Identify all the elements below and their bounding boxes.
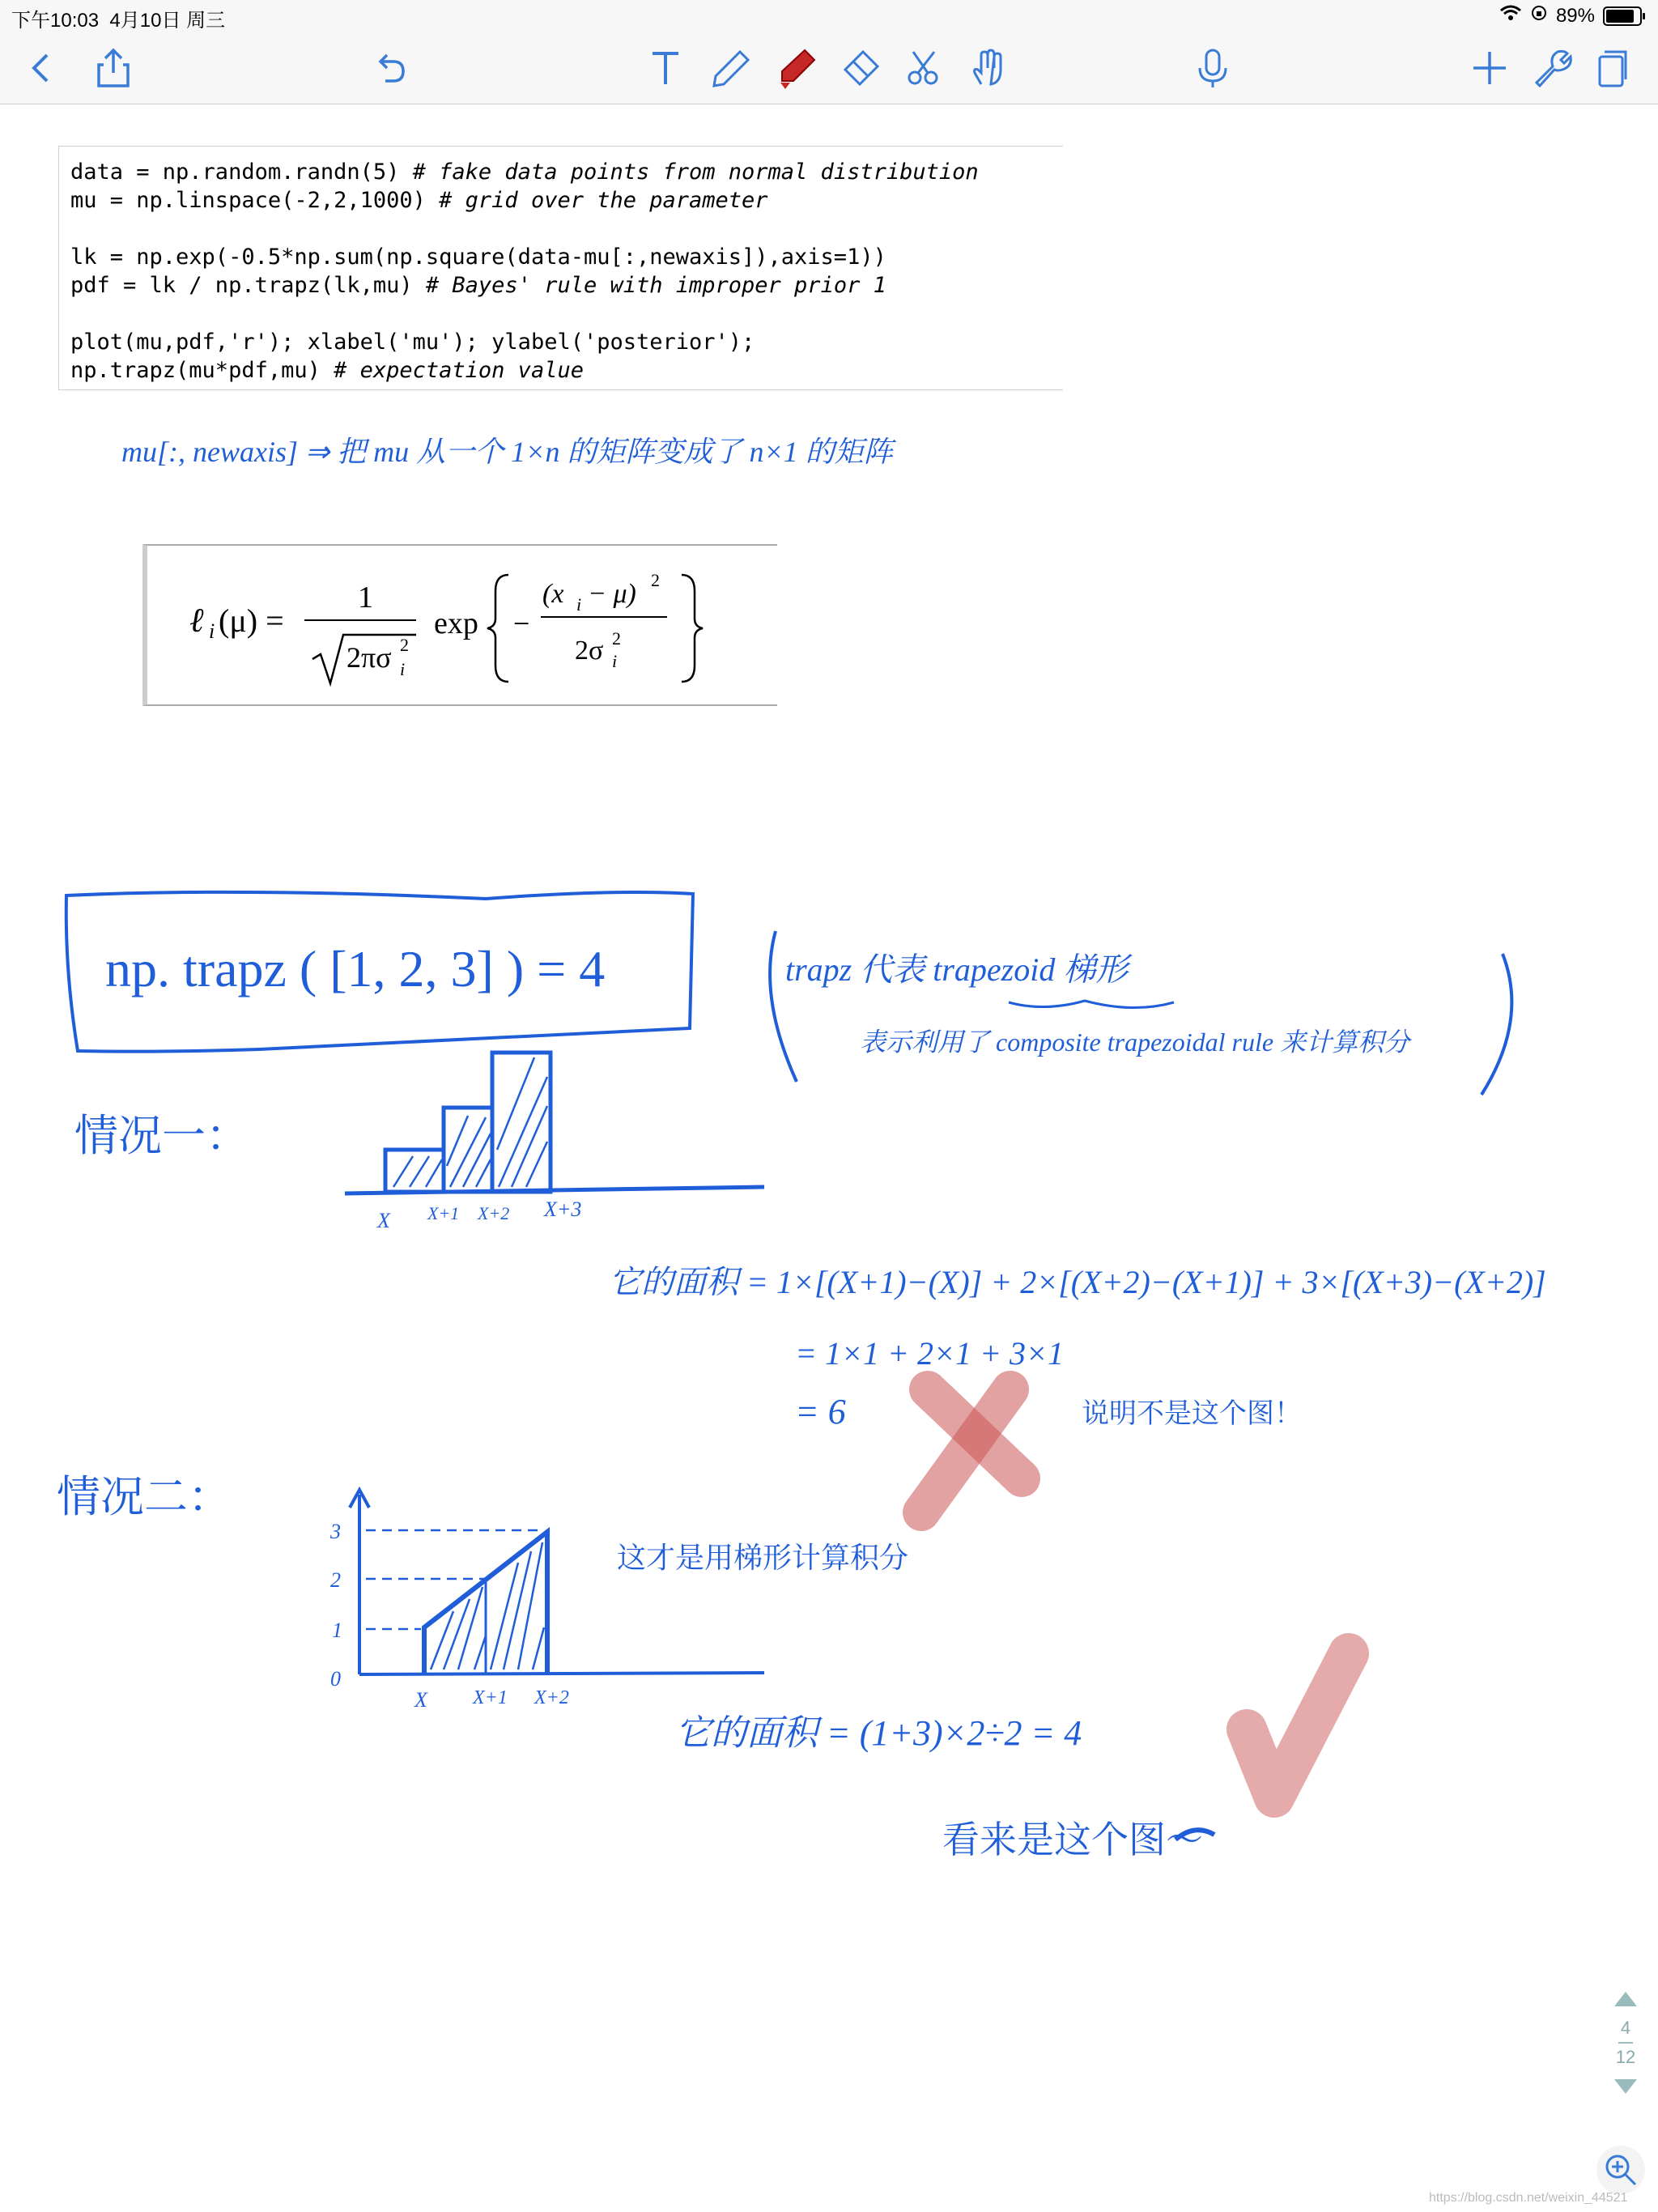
case1-title: 情况一： [74, 1112, 249, 1160]
formula-lhs-sub: i [209, 619, 215, 643]
battery-icon [1603, 6, 1642, 26]
zoom-button[interactable] [1596, 2146, 1645, 2194]
formula-numerator: 1 [358, 581, 373, 615]
formula-lhs: ℓ [189, 602, 204, 640]
status-time: 下午10:03 4月10日 周三 [11, 10, 226, 32]
wrench-icon[interactable] [1527, 44, 1575, 92]
page-up-icon[interactable] [1614, 1992, 1637, 2006]
lasso-icon[interactable] [900, 44, 949, 92]
case1-tick: X+1 [427, 1203, 460, 1223]
case2-xtick: X+2 [534, 1687, 569, 1708]
case2-xtick: X [414, 1688, 427, 1712]
wifi-icon [1499, 4, 1522, 28]
pages-icon[interactable] [1588, 44, 1637, 92]
orientation-lock-icon [1530, 4, 1548, 28]
formula-sub-1: i [400, 659, 406, 679]
page-current: 4 [1620, 2018, 1631, 2038]
page-down-icon[interactable] [1614, 2079, 1637, 2094]
formula-sub-2: i [576, 594, 582, 615]
formula-sub-3: i [612, 651, 618, 671]
text-tool-icon[interactable] [641, 44, 690, 92]
pen-icon[interactable] [706, 44, 755, 92]
case1-step2: = 1×1 + 2×1 + 3×1 [795, 1335, 1064, 1372]
case2-area: 它的面积 = (1+3)×2÷2 = 4 [675, 1713, 1082, 1753]
watermark: https://blog.csdn.net/weixin_44521 [1429, 2191, 1628, 2205]
zoom-in-icon [1596, 2146, 1645, 2194]
case2-ytick: 1 [332, 1619, 342, 1642]
page-total: 12 [1615, 2047, 1636, 2067]
formula-sup-3: 2 [612, 628, 621, 649]
formula-minus: − [513, 607, 530, 640]
share-icon[interactable] [89, 44, 138, 92]
microphone-icon[interactable] [1188, 44, 1237, 92]
formula-lhs-arg: (μ) = [219, 602, 284, 639]
case1-verdict: 说明不是这个图！ [1082, 1399, 1302, 1429]
code-line: mu = np.linspace(-2,2,1000) # grid over the parameter [70, 188, 768, 213]
case2-verdict: 看来是这个图～ [942, 1819, 1203, 1861]
eraser-icon[interactable] [835, 44, 884, 92]
back-icon[interactable] [18, 44, 66, 92]
undo-icon[interactable] [366, 44, 414, 92]
newaxis-note: mu[:, newaxis] ⇒ 把 mu 从一个 1×n 的矩阵变成了 n×1 的矩阵 [121, 436, 893, 468]
code-line: pdf = lk / np.trapz(lk,mu) # Bayes' rule with improper prior 1 [70, 273, 886, 298]
case2-ytick: 3 [330, 1520, 341, 1543]
battery-percent: 89% [1555, 4, 1595, 27]
formula-exp-numerator-rest: − μ) [588, 579, 636, 609]
toolbar [0, 32, 1658, 104]
formula-sup-2: 2 [651, 570, 660, 590]
case1-tick: X [377, 1209, 390, 1232]
formula-denominator: 2πσ [346, 641, 392, 674]
highlighter-icon[interactable] [771, 44, 819, 92]
case2-ytick: 0 [330, 1667, 341, 1691]
code-snippet [58, 146, 1063, 390]
case1-tick: X+3 [544, 1197, 582, 1221]
trapz-box-text: np. trapz ( [1, 2, 3] ) = 4 [105, 940, 606, 998]
status-date: 4月10日 周三 [109, 10, 226, 32]
code-line: data = np.random.randn(5) # fake data points from normal distribution [70, 160, 979, 185]
code-line: lk = np.exp(-0.5*np.sum(np.square(data-mu[:,newaxis]),axis=1)) [70, 245, 886, 270]
trapz-meaning-1: trapz 代表 trapezoid 梯形 [785, 951, 1129, 988]
case2-xtick: X+1 [473, 1687, 508, 1708]
case2-title: 情况二： [57, 1473, 232, 1521]
add-icon[interactable] [1465, 44, 1514, 92]
formula-sup-1: 2 [400, 635, 409, 655]
case1-tick: X+2 [478, 1203, 510, 1223]
code-line: np.trapz(mu*pdf,mu) # expectation value [70, 358, 584, 383]
status-bar [0, 0, 1658, 32]
hand-icon[interactable] [965, 44, 1014, 92]
formula-exp-denominator: 2σ [575, 636, 604, 666]
likelihood-formula [142, 544, 777, 706]
formula-exp-numerator: (x [542, 579, 564, 609]
case1-area: 它的面积 = 1×[(X+1)−(X)] + 2×[(X+2)−(X+1)] + 3×[(X+3)−(X+2)] [609, 1264, 1546, 1300]
trapz-meaning-2: 表示利用了 composite trapezoidal rule 来计算积分 [860, 1027, 1410, 1057]
code-line: plot(mu,pdf,'r'); xlabel('mu'); ylabel('posterior'); [70, 330, 755, 355]
formula-exp: exp [434, 606, 478, 640]
page-indicator[interactable] [1609, 1992, 1642, 2094]
case2-note: 这才是用梯形计算积分 [617, 1542, 909, 1574]
case2-ytick: 2 [330, 1568, 341, 1592]
case1-step3: = 6 [795, 1392, 846, 1431]
